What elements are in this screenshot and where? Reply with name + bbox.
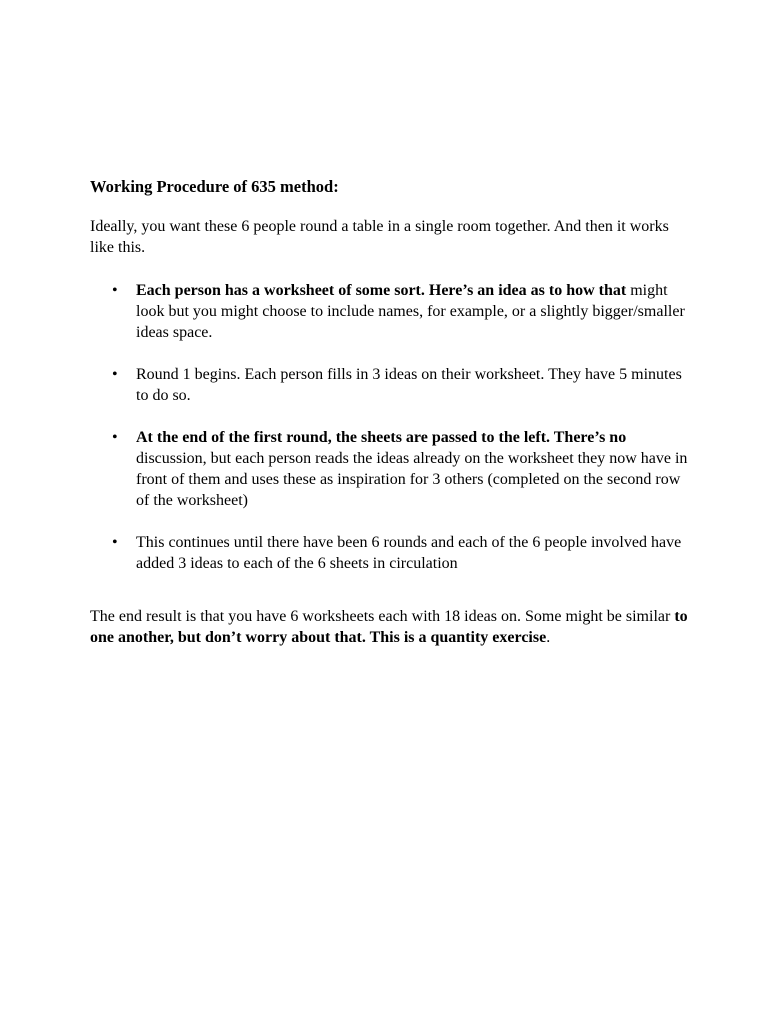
bullet-icon: •: [112, 282, 118, 299]
document-page: [90, 176, 690, 648]
bullet-icon: •: [112, 366, 118, 383]
bullet-icon: •: [112, 429, 118, 446]
closing-end: .: [546, 629, 551, 646]
list-item: [90, 427, 690, 511]
list-item-lead: Each person has a worksheet of some sort. Here’s an idea as to how that: [136, 282, 627, 299]
list-item-text: This continues until there have been 6 rounds and each of the 6 people involved have added 3 ideas to each of the 6 sheets in circulation: [136, 534, 682, 572]
list-item: [90, 280, 690, 343]
list-item-text: Round 1 begins. Each person fills in 3 ideas on their worksheet. They have 5 minutes to do so.: [136, 366, 682, 404]
closing-text: The end result is that you have 6 worksheets each with 18 ideas on. Some might be similar: [90, 608, 675, 625]
bullet-icon: •: [112, 534, 118, 551]
closing-paragraph: [90, 606, 690, 648]
list-item: [90, 532, 690, 574]
list-item-text: discussion, but each person reads the ideas already on the worksheet they now have in front of them and uses these as inspiration for 3 others (completed on the second row of the worksheet): [136, 450, 688, 509]
list-item-lead: At the end of the first round, the sheets are passed to the left. There’s no: [136, 429, 627, 446]
procedure-list: [90, 280, 690, 574]
document-heading: Working Procedure of 635 method:: [90, 177, 339, 196]
list-item-text: might look but you might choose to include names, for example, or a slightly bigger/smaller ideas space.: [136, 282, 685, 341]
intro-paragraph: Ideally, you want these 6 people round a table in a single room together. And then it works like this.: [90, 218, 669, 256]
list-item: [90, 364, 690, 406]
closing-emphasis: to one another, but don’t worry about that. This is a quantity exercise: [90, 608, 688, 646]
